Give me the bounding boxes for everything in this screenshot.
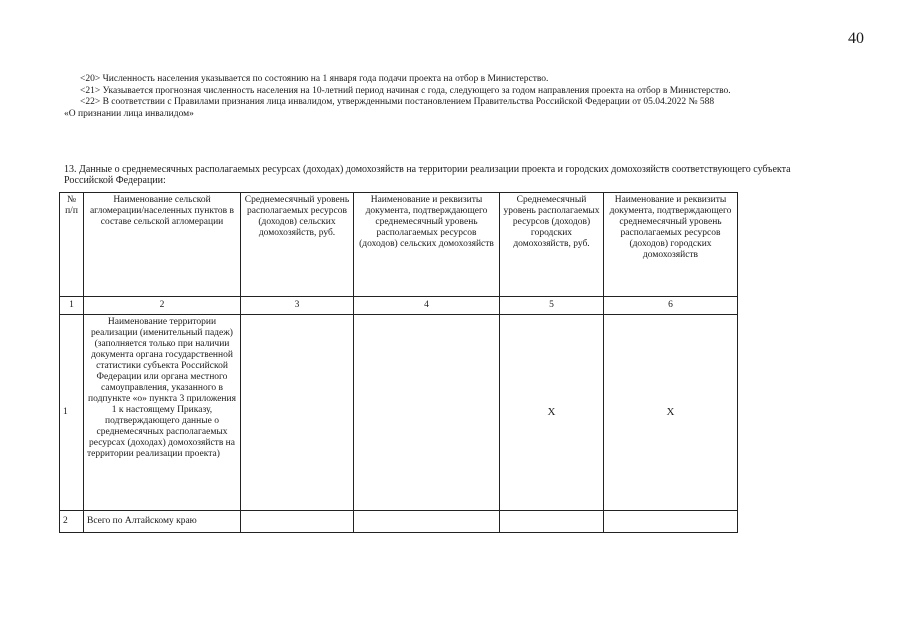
urban-income-cell	[500, 511, 604, 533]
column-number: 4	[354, 297, 500, 315]
table-row	[60, 511, 738, 533]
header-rural-income: Среднемесячный уровень располагаемых ресурсов (доходов) сельских домохозяйств, руб.	[241, 193, 354, 297]
income-data-table	[59, 192, 738, 533]
footnote-21: <21> Указывается прогнозная численность населения на 10-летний период начиная с года, следующего за годом направления проекта на отбор в Министерство.	[80, 86, 731, 96]
column-number: 6	[604, 297, 738, 315]
page-number: 40	[848, 30, 864, 47]
column-number: 3	[241, 297, 354, 315]
header-rural-document: Наименование и реквизиты документа, подтверждающего среднемесячный уровень располагаемых ресурсов (доходов) сельских домохозяйств	[354, 193, 500, 297]
column-number: 5	[500, 297, 604, 315]
rural-income-cell	[241, 511, 354, 533]
rural-income-cell	[241, 315, 354, 511]
column-number: 1	[60, 297, 84, 315]
header-number: № п/п	[60, 193, 84, 297]
column-number-row	[60, 297, 738, 315]
row-number: 1	[60, 315, 84, 511]
urban-document-cell: X	[604, 315, 738, 511]
urban-income-cell: X	[500, 315, 604, 511]
header-settlement-name: Наименование сельской агломерации/населенных пунктов в составе сельской агломерации	[84, 193, 241, 297]
footnote-22: <22> В соответствии с Правилами признания лица инвалидом, утвержденными постановлением Правительства Российской Федерации от 05.04.2022 № 588	[80, 97, 715, 107]
row-number: 2	[60, 511, 84, 533]
rural-document-cell	[354, 511, 500, 533]
header-urban-document: Наименование и реквизиты документа, подтверждающего среднемесячный уровень располагаемых ресурсов (доходов) городских домохозяйств	[604, 193, 738, 297]
footnote-20: <20> Численность населения указывается по состоянию на 1 января года подачи проекта на отбор в Министерство.	[80, 74, 549, 84]
territory-name-cell: Наименование территории реализации (именительный падеж) (заполняется только при наличии документа органа государственной статистики субъекта Российской Федерации или органа местного самоуправления, указанного в подпункте «о» пункта 3 приложения 1 к настоящему Приказу, подтверждающего данные о среднемесячных располагаемых ресурсах (доходах) домохозяйств на территории реализации проекта)	[84, 315, 241, 511]
table-row	[60, 315, 738, 511]
footnote-22-continuation: «О признании лица инвалидом»	[64, 109, 194, 119]
header-urban-income: Среднемесячный уровень располагаемых ресурсов (доходов) городских домохозяйств, руб.	[500, 193, 604, 297]
column-number: 2	[84, 297, 241, 315]
section-title: 13. Данные о среднемесячных располагаемых ресурсах (доходах) домохозяйств на территории реализации проекта и городских домохозяйств соответствующего субъекта Российской Федерации:	[64, 164, 791, 186]
urban-document-cell	[604, 511, 738, 533]
table-header-row	[60, 193, 738, 297]
region-total-cell: Всего по Алтайскому краю	[84, 511, 241, 533]
rural-document-cell	[354, 315, 500, 511]
